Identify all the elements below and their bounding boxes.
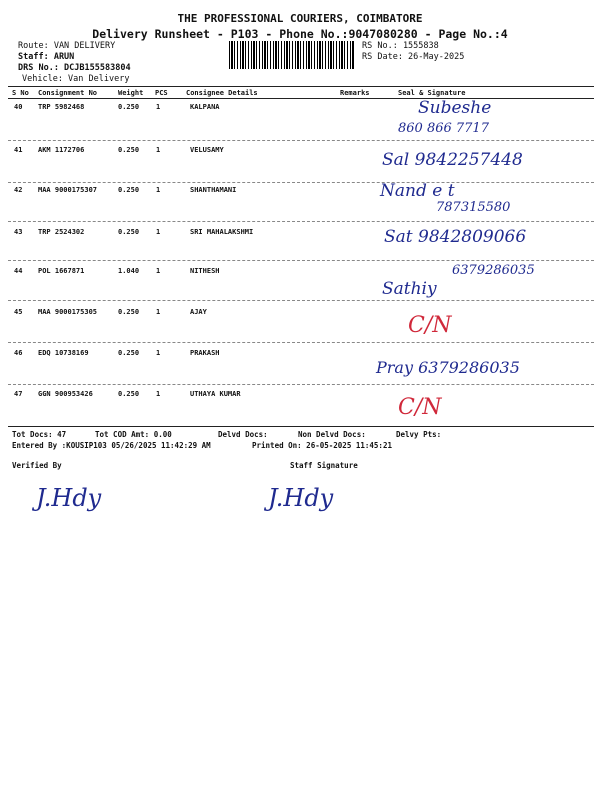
total-docs: Tot Docs: 47 xyxy=(12,430,67,439)
col-weight: Weight xyxy=(118,89,144,97)
verifier-signature: J.Hdy xyxy=(36,484,102,512)
company-title: THE PROFESSIONAL COURIERS, COIMBATORE xyxy=(177,12,423,25)
col-pcs: PCS xyxy=(155,89,168,97)
row-sno: 41 xyxy=(14,146,23,154)
row-divider xyxy=(8,384,594,385)
row-consignee: AJAY xyxy=(190,308,207,316)
row-consignee: PRAKASH xyxy=(190,349,220,357)
route-label: Route: VAN DELIVERY xyxy=(18,41,116,51)
row-divider xyxy=(8,300,594,301)
delivery-signature: Subeshe xyxy=(418,98,492,118)
verified-by-label: Verified By xyxy=(12,461,62,470)
row-sno: 44 xyxy=(14,267,23,275)
row-divider xyxy=(8,221,594,222)
delivery-signature: Pray 6379286035 xyxy=(376,358,520,377)
row-sno: 40 xyxy=(14,103,23,111)
staff-label: Staff: ARUN xyxy=(18,52,75,62)
row-weight: 0.250 xyxy=(118,103,140,111)
col-consignee: Consignee Details xyxy=(186,89,258,97)
row-pcs: 1 xyxy=(156,390,161,398)
row-pcs: 1 xyxy=(156,146,161,154)
rs-number: RS No.: 1555838 xyxy=(362,41,439,51)
row-consignment: TRP 5982468 xyxy=(38,103,85,111)
table-header-rule xyxy=(8,98,594,99)
row-weight: 0.250 xyxy=(118,228,140,236)
row-divider xyxy=(8,260,594,261)
row-sno: 46 xyxy=(14,349,23,357)
drs-number: DRS No.: DCJB155583804 xyxy=(18,63,131,73)
delivered-docs: Delvd Docs: xyxy=(218,430,268,439)
row-consignment: AKM 1172706 xyxy=(38,146,85,154)
row-sno: 47 xyxy=(14,390,23,398)
row-weight: 0.250 xyxy=(118,186,140,194)
row-consignee: SHANTHAMANI xyxy=(190,186,237,194)
row-weight: 0.250 xyxy=(118,349,140,357)
delivery-signature: Sat 9842809066 xyxy=(384,227,527,247)
vehicle-label: Vehicle: Van Delivery xyxy=(22,74,130,84)
col-sno: S No xyxy=(12,89,29,97)
row-consignee: VELUSAMY xyxy=(190,146,224,154)
row-pcs: 1 xyxy=(156,349,161,357)
runsheet-title: Delivery Runsheet - P103 - Phone No.:9047080280 - Page No.:4 xyxy=(92,27,508,41)
staff-signature-label: Staff Signature xyxy=(290,461,358,470)
delivery-remark-cn: C/N xyxy=(398,395,442,420)
row-weight: 1.040 xyxy=(118,267,140,275)
rs-date: RS Date: 26-May-2025 xyxy=(362,52,465,62)
row-sno: 42 xyxy=(14,186,23,194)
row-pcs: 1 xyxy=(156,103,161,111)
row-weight: 0.250 xyxy=(118,390,140,398)
delivery-phone: 860 866 7717 xyxy=(398,121,489,136)
row-consignee: SRI MAHALAKSHMI xyxy=(190,228,254,236)
total-cod-amount: Tot COD Amt: 0.00 xyxy=(95,430,172,439)
col-remarks: Remarks xyxy=(340,89,370,97)
row-divider xyxy=(8,140,594,141)
row-pcs: 1 xyxy=(156,308,161,316)
row-consignee: KALPANA xyxy=(190,103,220,111)
row-consignment: POL 1667871 xyxy=(38,267,85,275)
table-top-rule xyxy=(8,86,594,87)
table-bottom-rule xyxy=(8,426,594,427)
row-consignment: EDQ 10738169 xyxy=(38,349,89,357)
row-consignee: NITHESH xyxy=(190,267,220,275)
printed-on: Printed On: 26-05-2025 11:45:21 xyxy=(252,441,392,450)
delivery-points: Delvy Pts: xyxy=(396,430,442,439)
row-weight: 0.250 xyxy=(118,308,140,316)
entered-by: Entered By :KOUSIP103 05/26/2025 11:42:29 AM xyxy=(12,441,211,450)
col-consignment: Consignment No xyxy=(38,89,98,97)
row-divider xyxy=(8,182,594,183)
row-sno: 45 xyxy=(14,308,23,316)
row-divider xyxy=(8,342,594,343)
non-delivered-docs: Non Delvd Docs: xyxy=(298,430,366,439)
delivery-phone: 787315580 xyxy=(436,200,511,215)
row-sno: 43 xyxy=(14,228,23,236)
delivery-signature: Sal 9842257448 xyxy=(382,150,523,170)
row-pcs: 1 xyxy=(156,267,161,275)
row-consignment: GGN 900953426 xyxy=(38,390,93,398)
row-pcs: 1 xyxy=(156,228,161,236)
row-consignment: TRP 2524302 xyxy=(38,228,85,236)
col-seal-signature: Seal & Signature xyxy=(398,89,466,97)
row-consignment: MAA 9000175305 xyxy=(38,308,98,316)
row-consignee: UTHAYA KUMAR xyxy=(190,390,241,398)
row-weight: 0.250 xyxy=(118,146,140,154)
barcode xyxy=(229,41,355,69)
row-consignment: MAA 9000175307 xyxy=(38,186,98,194)
delivery-signature: Sathiy xyxy=(382,279,437,299)
delivery-phone: 6379286035 xyxy=(452,263,535,278)
delivery-signature: Nand e t xyxy=(380,181,455,201)
delivery-remark-cn: C/N xyxy=(408,313,452,338)
row-pcs: 1 xyxy=(156,186,161,194)
staff-handwritten-signature: J.Hdy xyxy=(268,484,334,512)
